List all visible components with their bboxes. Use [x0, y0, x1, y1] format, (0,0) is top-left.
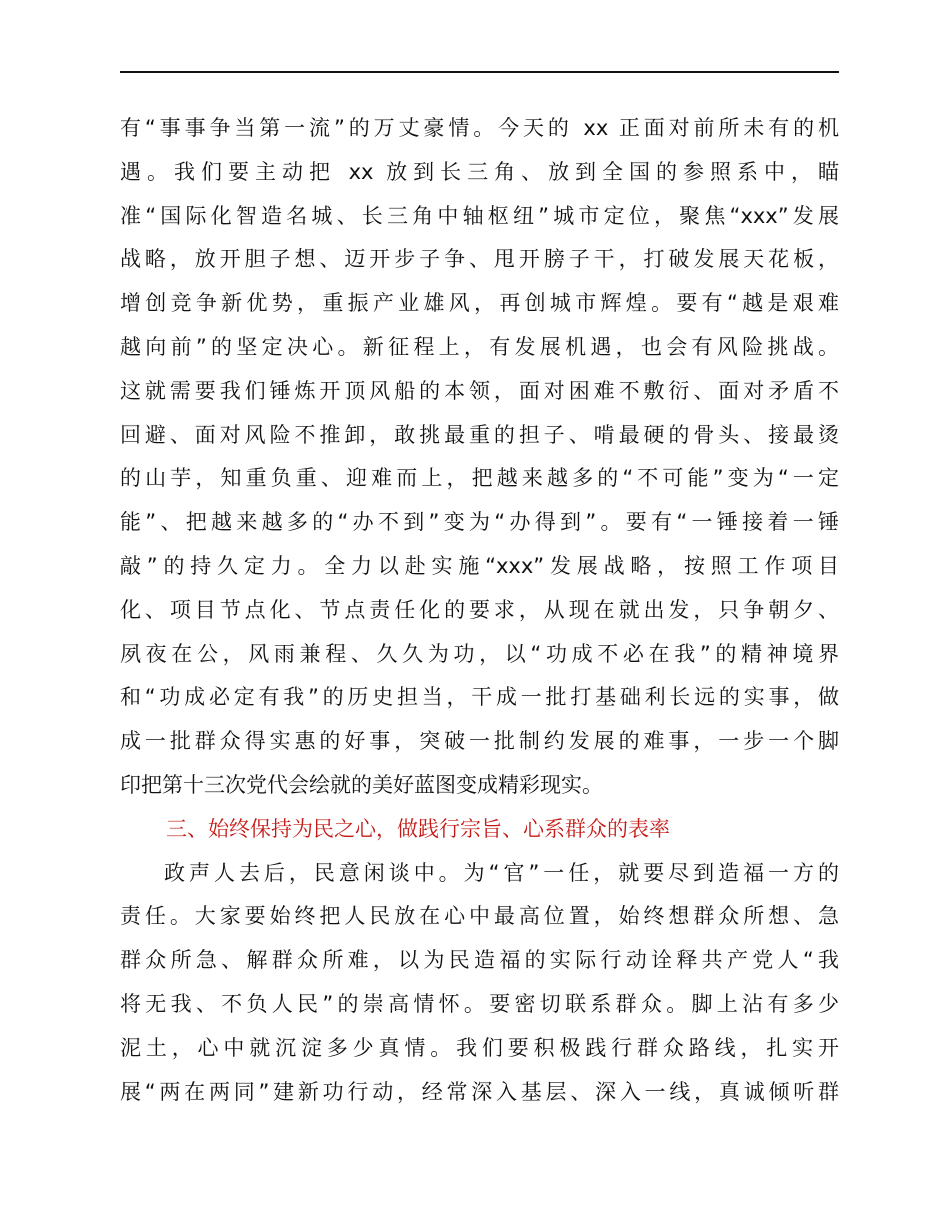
body-text: [120, 107, 839, 1114]
paragraph-line: 责任。大家要始终把人民放在心中最高位置，始终想群众所想、急: [120, 904, 839, 929]
paragraph-line: 敲”的持久定力。全力以赴实施“xxx”发展战略，按照工作项目: [120, 553, 839, 578]
paragraph-line: 化、项目节点化、节点责任化的要求，从现在就出发，只争朝夕、: [120, 597, 839, 622]
section-heading: 三、始终保持为民之心，做践行宗旨、心系群众的表率: [166, 816, 670, 841]
paragraph-line: 夙夜在公，风雨兼程、久久为功，以“功成不必在我”的精神境界: [120, 641, 839, 666]
paragraph-line: 准“国际化智造名城、长三角中轴枢纽”城市定位，聚焦“xxx”发展: [120, 203, 839, 228]
paragraph-line: 遇。我们要主动把 xx 放到长三角、放到全国的参照系中，瞄: [120, 159, 839, 184]
paragraph-line: 增创竞争新优势，重振产业雄风，再创城市辉煌。要有“越是艰难: [120, 291, 839, 316]
paragraph-line: 政声人去后，民意闲谈中。为“官”一任，就要尽到造福一方的: [164, 860, 839, 885]
paragraph-line: 的山芋，知重负重、迎难而上，把越来越多的“不可能”变为“一定: [120, 466, 839, 491]
paragraph-line: 这就需要我们锤炼开顶风船的本领，面对困难不敷衍、面对矛盾不: [120, 378, 839, 403]
paragraph-line: 能”、把越来越多的“办不到”变为“办得到”。要有“一锤接着一锤: [120, 510, 839, 535]
paragraph-line: 回避、面对风险不推卸，敢挑最重的担子、啃最硬的骨头、接最烫: [120, 422, 839, 447]
paragraph-line: 成一批群众得实惠的好事，突破一批制约发展的难事，一步一个脚: [120, 729, 839, 754]
paragraph-line: 和“功成必定有我”的历史担当，干成一批打基础利长远的实事，做: [120, 685, 839, 710]
paragraph-line: 展“两在两同”建新功行动，经常深入基层、深入一线，真诚倾听群: [120, 1079, 839, 1104]
paragraph-line: 有“事事争当第一流”的万丈豪情。今天的 xx 正面对前所未有的机: [120, 116, 839, 140]
paragraph-line: 泥土，心中就沉淀多少真情。我们要积极践行群众路线，扎实开: [120, 1035, 839, 1060]
header-rule: [120, 71, 839, 73]
paragraph-line: 将无我、不负人民”的崇高情怀。要密切联系群众。脚上沾有多少: [120, 991, 839, 1016]
paragraph-line: 群众所急、解群众所难，以为民造福的实际行动诠释共产党人“我: [120, 948, 839, 973]
paragraph-line: 印把第十三次党代会绘就的美好蓝图变成精彩现实。: [120, 772, 603, 797]
paragraph-line: 战略，放开胆子想、迈开步子争、甩开膀子干，打破发展天花板，: [120, 247, 839, 272]
paragraph-line: 越向前”的坚定决心。新征程上，有发展机遇，也会有风险挑战。: [120, 334, 839, 359]
